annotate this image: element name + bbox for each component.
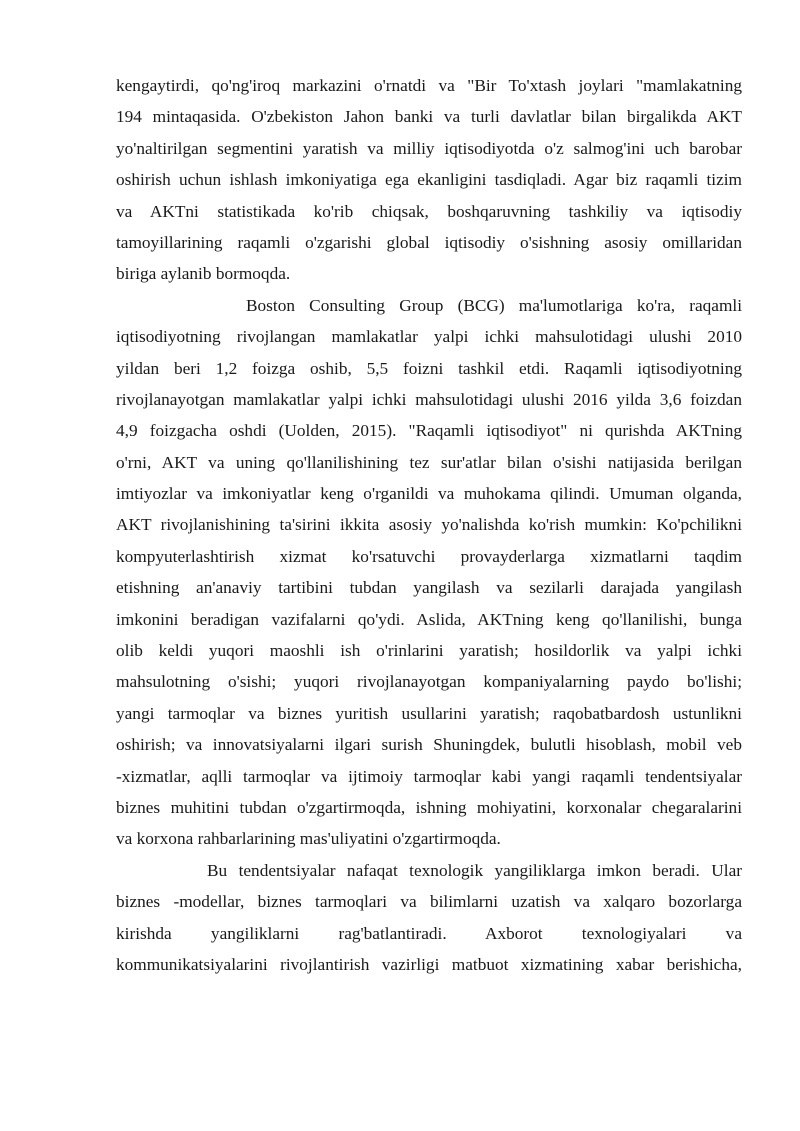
paragraph-2-line-5: 4,9 foizgacha oshdi (Uolden, 2015). "Raqamli iqtisodiyot" ni qurishda AKTning: [116, 421, 742, 441]
paragraph-2-line-15: oshirish; va innovatsiyalarni ilgari surish Shuningdek, bulutli hisoblash, mobil veb: [116, 735, 742, 755]
paragraph-2-line-13: mahsulotning o'sishi; yuqori rivojlanayotgan kompaniyalarning paydo bo'lishi;: [116, 672, 742, 692]
paragraph-2-line-16: -xizmatlar, aqlli tarmoqlar va ijtimoiy tarmoqlar kabi yangi raqamli tendentsiyalar: [116, 766, 742, 786]
paragraph-1-line-2: 194 mintaqasida. O'zbekiston Jahon banki va turli davlatlar bilan birgalikda AKT: [116, 107, 742, 127]
paragraph-2-line-7: imtiyozlar va imkoniyatlar keng o'rganildi va muhokama qilindi. Umuman olganda,: [116, 484, 742, 504]
paragraph-1-line-4: oshirish uchun ishlash imkoniyatiga ega ekanligini tasdiqladi. Agar biz raqamli tizim: [116, 170, 742, 190]
paragraph-2-line-3: yildan beri 1,2 foizga oshib, 5,5 foizni tashkil etdi. Raqamli iqtisodiyotning: [116, 358, 742, 378]
paragraph-1-line-5: va AKTni statistikada ko'rib chiqsak, boshqaruvning tashkiliy va iqtisodiy: [116, 201, 742, 221]
paragraph-3-line-4: kommunikatsiyalarini rivojlantirish vazirligi matbuot xizmatining xabar berishicha,: [116, 954, 742, 974]
paragraph-2-line-2: iqtisodiyotning rivojlangan mamlakatlar yalpi ichki mahsulotidagi ulushi 2010: [116, 327, 742, 347]
paragraph-3-line-3: kirishda yangiliklarni rag'batlantiradi. Axborot texnologiyalari va: [116, 923, 742, 943]
paragraph-1-line-7: biriga aylanib bormoqda.: [116, 264, 291, 284]
paragraph-2-line-17: biznes muhitini tubdan o'zgartirmoqda, ishning mohiyatini, korxonalar chegaralarini: [116, 797, 742, 817]
paragraph-2-line-18: va korxona rahbarlarining mas'uliyatini o'zgartirmoqda.: [116, 829, 501, 849]
paragraph-3-line-1: Bu tendentsiyalar nafaqat texnologik yangiliklarga imkon beradi. Ular: [207, 860, 742, 880]
paragraph-2-line-12: olib keldi yuqori maoshli ish o'rinlarini yaratish; hosildorlik va yalpi ichki: [116, 641, 742, 661]
paragraph-2-line-14: yangi tarmoqlar va biznes yuritish usullarini yaratish; raqobatbardosh ustunlikni: [116, 703, 742, 723]
paragraph-2-line-10: etishning an'anaviy tartibini tubdan yangilash va sezilarli darajada yangilash: [116, 578, 742, 598]
paragraph-1-line-6: tamoyillarining raqamli o'zgarishi global iqtisodiy o'sishning asosiy omillaridan: [116, 232, 742, 252]
paragraph-2-line-4: rivojlanayotgan mamlakatlar yalpi ichki mahsulotidagi ulushi 2016 yilda 3,6 foizdan: [116, 389, 742, 409]
paragraph-2-line-8: AKT rivojlanishining ta'sirini ikkita asosiy yo'nalishda ko'rish mumkin: Ko'pchilikni: [116, 515, 742, 535]
paragraph-2-line-9: kompyuterlashtirish xizmat ko'rsatuvchi provayderlarga xizmatlarni taqdim: [116, 546, 742, 566]
paragraph-2-line-6: o'rni, AKT va uning qo'llanilishining tez sur'atlar bilan o'sishi natijasida berilgan: [116, 452, 742, 472]
paragraph-2-line-1: Boston Consulting Group (BCG) ma'lumotlariga ko'ra, raqamli: [246, 295, 742, 315]
paragraph-2-line-11: imkonini beradigan vazifalarni qo'ydi. Aslida, AKTning keng qo'llanilishi, bunga: [116, 609, 742, 629]
paragraph-1-line-1: kengaytirdi, qo'ng'iroq markazini o'rnatdi va "Bir To'xtash joylari "mamlakatning: [116, 76, 742, 95]
document-body: [116, 70, 742, 980]
paragraph-3-line-2: biznes -modellar, biznes tarmoqlari va bilimlarni uzatish va xalqaro bozorlarga: [116, 892, 742, 912]
paragraph-1-line-3: yo'naltirilgan segmentini yaratish va milliy iqtisodiyotda o'z salmog'ini uch barobar: [116, 138, 742, 158]
